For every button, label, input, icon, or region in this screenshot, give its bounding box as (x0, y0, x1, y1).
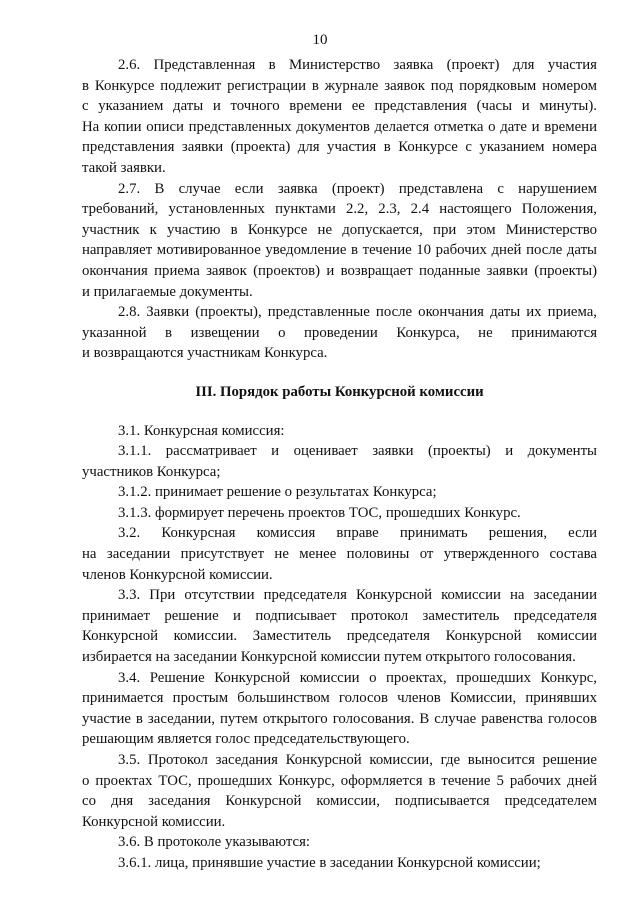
text-line: в Конкурсе подлежит регистрации в журнале заявок под порядковым номером (82, 77, 597, 94)
paragraph-spacer (82, 364, 597, 382)
text-line: направляет мотивированное уведомление в течение 10 рабочих дней после даты (82, 242, 597, 259)
text-line: Конкурсной комиссии. Заместитель председателя Конкурсной комиссии (82, 628, 597, 645)
text-line: решающим является голос председательствующего. (82, 731, 410, 748)
text-line: 3.5. Протокол заседания Конкурсной комиссии, где выносится решение (118, 752, 597, 768)
text-line: 3.1.2. принимает решение о результатах Конкурса; (118, 484, 437, 501)
text-line: на заседании присутствует не менее половины от утвержденного состава (82, 546, 597, 563)
text-line: участие в заседании, путем открытого голосования. В случае равенства голосов (82, 710, 597, 727)
text-line: 3.2. Конкурсная комиссия вправе принимать решения, если (118, 525, 597, 542)
text-line: 3.1. Конкурсная комиссия: (118, 422, 285, 439)
document-body (82, 55, 597, 874)
text-line: Конкурсной комиссии. (82, 813, 226, 830)
text-line: такой заявки. (82, 159, 166, 176)
text-line: На копии описи представленных документов делается отметка о дате и времени (82, 118, 597, 135)
text-line: 2.7. В случае если заявка (проект) представлена с нарушением (118, 180, 597, 197)
text-line: 3.6.1. лица, принявшие участие в заседании Конкурсной комиссии; (118, 854, 541, 871)
text-line: 3.4. Решение Конкурсной комиссии о проектах, прошедших Конкурс, (118, 669, 597, 686)
text-line: о проектах ТОС, прошедших Конкурс, оформляется в течение 5 рабочих дней (82, 772, 597, 789)
text-line: избирается на заседании Конкурсной комиссии путем открытого голосования. (82, 649, 576, 666)
text-line: и прилагаемые документы. (82, 283, 253, 300)
text-line: 3.6. В протоколе указываются: (118, 834, 311, 851)
text-line: принимается простым большинством голосов членов Комиссии, принявших (82, 690, 597, 707)
text-line: указанной в извещении о проведении Конкурса, не принимаются (82, 324, 597, 341)
text-line: 3.1.3. формирует перечень проектов ТОС, прошедших Конкурс. (118, 504, 521, 521)
page-number: 10 (312, 32, 328, 48)
text-line: с указанием даты и точного времени ее представления (часы и минуты). (82, 98, 597, 115)
text-line: окончания приема заявок (проектов) и возвращает поданные заявки (проекты) (82, 262, 597, 279)
text-line: и возвращаются участникам Конкурса. (82, 345, 328, 362)
text-line: 2.8. Заявки (проекты), представленные после окончания даты их приема, (118, 304, 597, 321)
text-line: 3.1.1. рассматривает и оценивает заявки (проекты) и документы (118, 443, 597, 460)
text-line: представления заявки (проекта) для участия в Конкурсе с указанием номера (82, 139, 597, 156)
text-line: участник к участию в Конкурсе не допускается, при этом Министерство (82, 221, 597, 238)
text-line: 2.6. Представленная в Министерство заявка (проект) для участия (118, 57, 597, 73)
text-line: со дня заседания Конкурсной комиссии, подписывается председателем (82, 793, 597, 810)
text-line: участников Конкурса; (82, 463, 221, 480)
text-line: 3.3. При отсутствии председателя Конкурсной комиссии на заседании (118, 587, 597, 604)
text-line: принимает решение и подписывает протокол заместитель председателя (82, 607, 597, 624)
text-line: членов Конкурсной комиссии. (82, 566, 273, 583)
section-heading: III. Порядок работы Конкурсной комиссии (195, 383, 484, 400)
paragraph-spacer (82, 403, 597, 421)
text-line: требований, установленных пунктами 2.2, 2.3, 2.4 настоящего Положения, (82, 201, 597, 218)
